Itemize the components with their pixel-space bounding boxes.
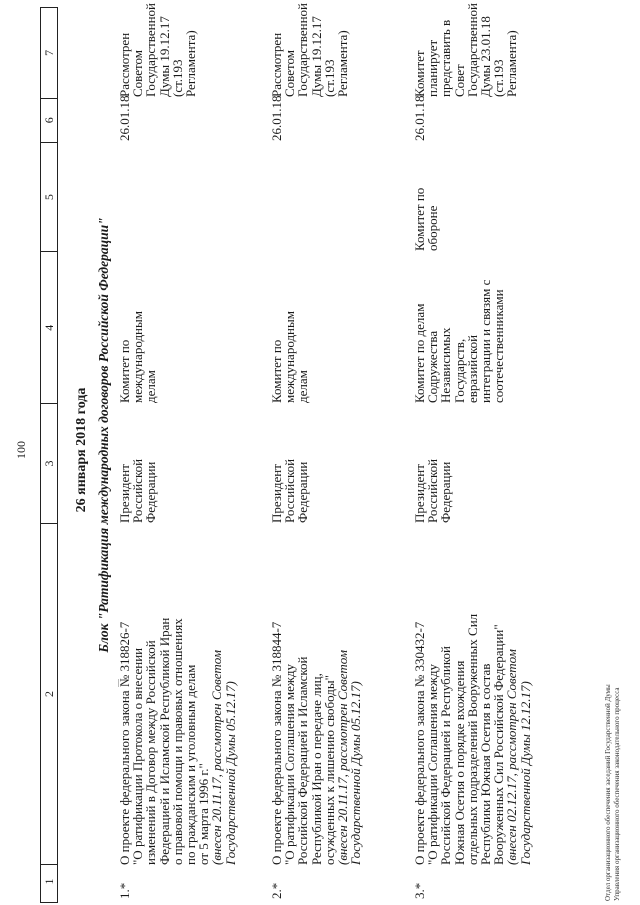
bill-description-line: Республикой Иран о передаче лиц, [308,673,324,865]
bill-note-line: Государственной Думы 12.12.17) [517,681,533,865]
status-note-line: представить в Совет [438,19,467,97]
header-cell: 2 [41,523,57,864]
review-date: 26.01.18 [117,95,132,141]
header-cell: 1 [41,864,57,902]
bill-description-line: "О ратификации Соглашения между [425,663,441,865]
bill-description-line: о правовой помощи и правовых отношениях [169,618,185,865]
responsible-committee-line: Комитет по делам [412,303,427,403]
responsible-committee [413,251,532,403]
responsible-committee [118,251,237,403]
status-note-line: Думы 23.01.18 [478,16,494,97]
status-note [117,2,237,97]
block-title: Блок "Ратификация международных договоров Российской Федерации" [96,217,111,653]
initiator-line: Президент [117,464,132,523]
bill-description-line: Российской Федерацией и Исламской [295,656,311,865]
co-committee-line: Комитет по обороне [412,187,441,251]
bill-description-line: "О ратификации Соглашения между [282,663,298,865]
page-number: 100 [14,441,28,459]
footer-line: Управления организационного обеспечения законодательного процесса [613,687,621,901]
responsible-committee-line: Независимых [438,327,454,403]
co-committee [270,141,362,251]
bill-description [413,523,532,865]
bill-description-line: О проекте федерального закона № 318844-7 [269,621,284,865]
initiator-line: Российской [282,458,298,523]
session-date: 26 января 2018 года [74,387,89,513]
row-number: 3.* [412,882,427,899]
responsible-committee-line: международным [282,311,298,403]
initiator [270,403,362,523]
table-row [117,2,238,903]
header-cell: 4 [41,251,57,403]
responsible-committee-line: Комитет по [269,339,284,403]
status-note-line: Государственной [295,2,311,97]
status-note-line: (ст.193 Регламента) [491,30,520,97]
review-date: 26.01.18 [412,95,427,141]
responsible-committee-line: интеграции и связям с [478,279,494,403]
bill-description-line: Федерацией и Исламской Республикой Иран [156,617,172,865]
bill-note-line: (внесен 20.11.17, рассмотрен Советом [209,649,225,865]
bill-description-line: Южная Осетия о порядке вхождения [451,660,467,865]
header-cell: 5 [41,142,57,252]
review-date: 26.01.18 [269,95,284,141]
initiator-line: Президент [412,464,427,523]
status-note-line: Советом [130,50,146,97]
bill-description [270,523,362,865]
bill-description-line: Российской Федерацией и Республикой [438,646,454,865]
row-number: 1.* [117,882,132,899]
bill-description-line: "О ратификации Протокола о внесении [130,647,146,865]
table-row [269,2,364,903]
bill-description-line: О проекте федерального закона № 318826-7 [117,621,132,865]
initiator-line: Президент [269,464,284,523]
row-number: 2.* [269,882,284,899]
header-cell: 7 [42,49,56,56]
bill-description-line: Республики Южная Осетия в состав [478,663,494,865]
bill-description-line: осужденных к лишению свободы" [321,675,337,865]
co-committee [118,141,237,251]
table-row [412,2,533,903]
initiator-line: Российской [425,458,441,523]
status-note [412,2,532,97]
footer-line: Отдел организационного обеспечения заседаний Государственной Думы [604,684,612,901]
responsible-committee-line: соотечественниками [491,289,507,403]
responsible-committee-line: делам [143,370,159,403]
initiator-line: Российской [130,458,146,523]
bill-note-line: (внесен 20.11.17, рассмотрен Советом [335,649,351,865]
responsible-committee-line: делам [295,370,311,403]
header-cell: 3 [41,403,57,523]
initiator-line: Федерации [143,461,159,523]
bill-description [118,523,237,865]
responsible-committee [270,251,362,403]
status-note-line: Советом [282,50,298,97]
initiator [118,403,237,523]
status-note-line: Рассмотрен [269,32,284,97]
status-note [269,2,362,97]
responsible-committee-line: международным [130,311,146,403]
status-note-line: Государственной [143,2,159,97]
bill-description-line: по гражданским и уголовным делам [183,664,199,865]
status-note-line: Рассмотрен [117,32,132,97]
initiator [413,403,532,523]
header-cell: 6 [41,98,57,142]
responsible-committee-line: Содружества [425,330,441,403]
bill-note-line: Государственной Думы 05.12.17) [348,681,364,865]
status-note-line: Государственной [464,2,480,97]
footer [604,684,622,901]
table-header [40,7,58,903]
bill-description-line: изменений в Договор между Российской [143,640,159,865]
bill-description-line: от 5 марта 1996 г." [196,763,212,865]
status-note-line: (ст.193 Регламента) [169,30,199,97]
responsible-committee-line: Государств, [451,338,467,403]
status-note-line: (ст.193 Регламента) [321,30,351,97]
bill-description-line: Вооруженных Сил Российской Федерации" [491,624,507,865]
initiator-line: Федерации [438,461,454,523]
responsible-committee-line: Комитет по [117,339,132,403]
status-note-line: Думы 19.12.17 [156,16,172,97]
bill-note-line: Государственной Думы 05.12.17) [222,681,238,865]
status-note-line: Комитет планирует [412,39,441,97]
initiator-line: Федерации [295,461,311,523]
bill-description-line: О проекте федерального закона № 330432-7 [412,621,427,865]
responsible-committee-line: евразийской [464,334,480,403]
bill-note-line: (внесен 02.12.17, рассмотрен Советом [504,649,520,865]
status-note-line: Думы 19.12.17 [308,16,324,97]
co-committee [413,141,532,251]
bill-description-line: отдельных подразделений Вооруженных Сил [464,613,480,865]
